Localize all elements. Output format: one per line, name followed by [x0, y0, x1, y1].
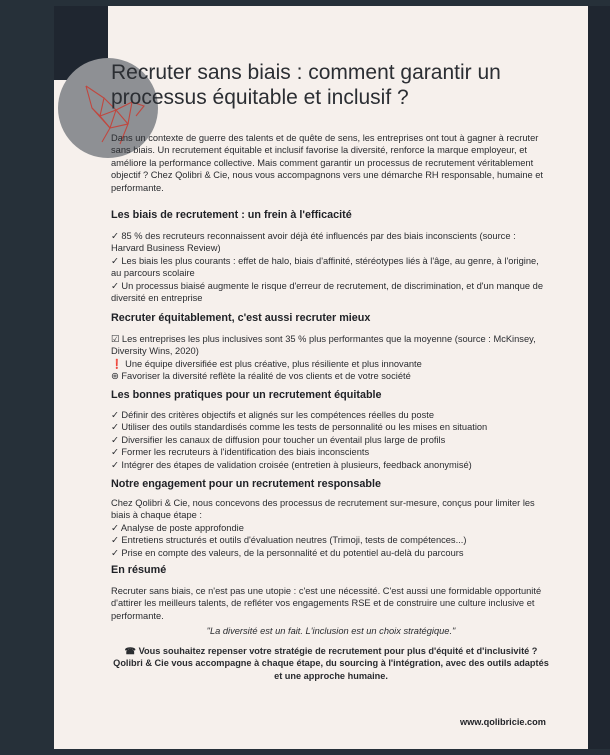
list-item: ✓ Intégrer des étapes de validation croisée (entretien à plusieurs, feedback anonymisé) — [111, 459, 472, 470]
list-item: ✓ Former les recruteurs à l'identification des biais inconscients — [111, 447, 370, 458]
section-biais — [111, 209, 551, 304]
section-engagement — [111, 478, 551, 559]
website-link[interactable]: www.qolibricie.com — [460, 717, 546, 727]
list-item: Chez Qolibri & Cie, nous concevons des processus de recrutement sur-mesure, conçus pour limiter les biais à chaque étape : — [111, 498, 535, 521]
section-heading: Notre engagement pour un recrutement responsable — [111, 478, 381, 490]
list-item: ✓ 85 % des recruteurs reconnaissent avoir déjà été influencés par des biais inconscients (source : Harvard Business Review) — [111, 231, 516, 254]
page-title: Recruter sans biais : comment garantir un processus équitable et inclusif ? — [111, 61, 501, 109]
right-dark-band — [588, 6, 610, 749]
list-item: ✓ Diversifier les canaux de diffusion pour toucher un éventail plus large de profils — [111, 434, 446, 445]
list-item: ✓ Prise en compte des valeurs, de la personnalité et du potentiel au-delà du parcours — [111, 547, 464, 558]
section-heading: Les biais de recrutement : un frein à l'efficacité — [111, 209, 352, 221]
section-heading: En résumé — [111, 564, 167, 576]
list-item: ☑ Les entreprises les plus inclusives sont 35 % plus performantes que la moyenne (source : McKinsey, Diversity Wins, 2020) — [111, 334, 536, 357]
section-heading: Recruter équitablement, c'est aussi recruter mieux — [111, 312, 371, 324]
list-item: ✓ Les biais les plus courants : effet de halo, biais d'affinité, stéréotypes liés à l'âge, au genre, à l'origine, au parcours scolaire — [111, 255, 539, 279]
section-heading: Les bonnes pratiques pour un recrutement équitable — [111, 389, 382, 401]
call-to-action: ☎ Vous souhaitez repenser votre stratégie de recrutement pour plus d'équité et d'inclusivité ? Qolibri & Cie vous accompagne à chaque étape, du sourcing à l'intégration, avec des outils adaptés et une approche humaine. — [113, 646, 549, 681]
list-item: ✓ Analyse de poste approfondie — [111, 522, 244, 533]
intro-paragraph: Dans un contexte de guerre des talents et de quête de sens, les entreprises ont tout à gagner à recruter sans biais. Un recrutement équitable et inclusif favorise la diversité, renforce la marque employeur, et améliore la performance collective. Mais comment garantir un processus de recrutement véritablement objectif ? Chez Qolibri & Cie, nous vous accompagnons vers une démarche RH responsable, humaine et performante. — [111, 133, 544, 193]
section-equitablement — [111, 312, 551, 383]
list-item: ✓ Utiliser des outils standardisés comme les tests de personnalité ou les mises en situation — [111, 422, 488, 433]
list-item: ❗ Une équipe diversifiée est plus créative, plus résiliente et plus innovante — [111, 358, 422, 369]
quote: "La diversité est un fait. L'inclusion est un choix stratégique." — [206, 626, 456, 636]
section-bonnes-pratiques — [111, 389, 551, 471]
list-item: ✓ Entretiens structurés et outils d'évaluation neutres (Trimoji, tests de compétences...) — [111, 535, 467, 546]
section-resume — [111, 564, 551, 622]
list-item: ⊛ Favoriser la diversité reflète la réalité de vos clients et de votre société — [111, 371, 411, 382]
list-item: ✓ Un processus biaisé augmente le risque d'erreur de recrutement, de discrimination, et d'un manque de diversité en entreprise — [111, 280, 543, 304]
summary-paragraph: Recruter sans biais, ce n'est pas une utopie : c'est une nécessité. C'est aussi une formidable opportunité d'attirer les meilleurs talents, de refléter vos engagements RSE et de construire une culture inclusive et performante. — [111, 586, 542, 621]
list-item: ✓ Définir des critères objectifs et alignés sur les compétences réelles du poste — [111, 410, 435, 420]
